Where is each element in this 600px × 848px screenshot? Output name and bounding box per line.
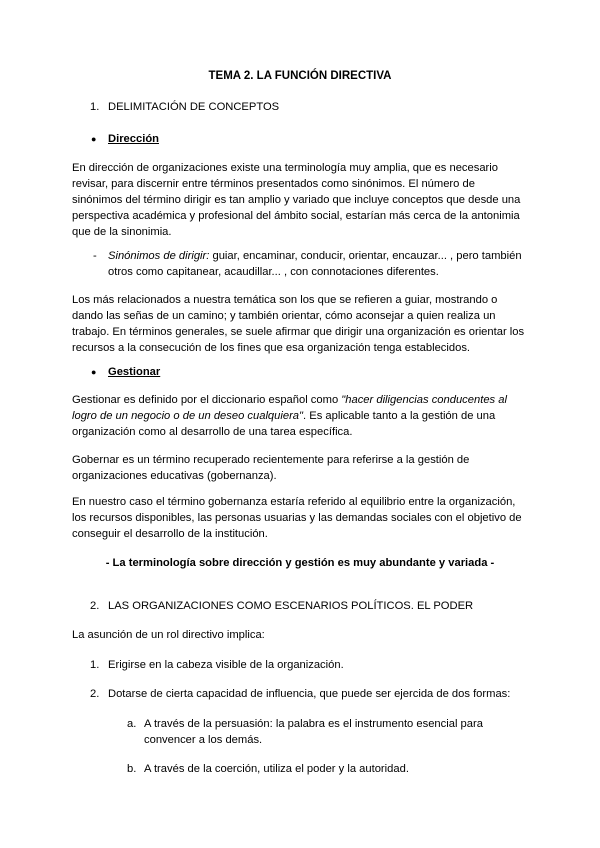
sublist-item-text: A través de la coerción, utiliza el poder y la autoridad. [144,763,409,775]
gestionar-heading: Gestionar [108,366,161,378]
synonyms-label: Sinónimos de dirigir: [108,250,210,262]
list-item-number: 1. [90,659,100,671]
bullet-icon: ● [91,367,97,377]
gestionar-p1-start: Gestionar es definido por el diccionario español como [72,394,342,406]
section-2-heading: LAS ORGANIZACIONES COMO ESCENARIOS POLÍTICOS. EL PODER [108,600,474,612]
synonyms-text: guiar, encaminar, conducir, orientar, encauzar... , pero también otros como capitanear, acaudillar... , con connotaciones diferentes. [108,250,522,278]
section-1-number: 1. [90,101,100,113]
sublist-item-letter: a. [127,718,137,730]
direccion-paragraph-1: En dirección de organizaciones existe una terminología muy amplia, que es necesario revisar, para discernir entre términos presentados como sinónimos. El número de sinónimos del término dirigir es tan amplio y variado que incluye conceptos que desde una perspectiva académica y profesional del ámbito social, estarían más cerca de la antonimia que de la sinonimia. [72,162,521,238]
sublist-item-text: A través de la persuasión: la palabra es el instrumento esencial para convencer a los demás. [144,718,483,746]
direccion-heading: Dirección [108,133,159,145]
list-item-text: Erigirse en la cabeza visible de la organización. [108,659,344,671]
gestionar-paragraph-2: Gobernar es un término recuperado recientemente para referirse a la gestión de organizaciones educativas (gobernanza). [72,454,470,482]
terminology-conclusion: - La terminología sobre dirección y gestión es muy abundante y variada - [105,557,495,569]
synonyms-dash: - [93,250,97,262]
document-title: TEMA 2. LA FUNCIÓN DIRECTIVA [208,70,392,82]
gestionar-p1-end: . Es aplicable tanto a la gestión de una organización como al desarrollo de una tarea específica. [72,410,496,438]
gestionar-paragraph-1 [72,392,528,440]
section-1-heading: DELIMITACIÓN DE CONCEPTOS [108,101,280,113]
section-2-intro: La asunción de un rol directivo implica: [72,629,265,641]
bullet-icon: ● [91,134,97,144]
direccion-paragraph-2: Los más relacionados a nuestra temática son los que se refieren a guiar, mostrando o dando las señas de un camino; y también orientar, cómo aconsejar a quien realiza un trabajo. En términos generales, se suele afirmar que dirigir una organización es orientar los recursos a la consecución de los fines que esa organización tenga establecidos. [72,294,525,354]
dictionary-quote: "hacer diligencias conducentes al logro de un negocio o de un deseo cualquiera" [72,394,507,422]
list-item-number: 2. [90,688,100,700]
list-item-text: Dotarse de cierta capacidad de influencia, que puede ser ejercida de dos formas: [108,688,511,700]
synonyms-item [108,248,528,280]
sublist-item-letter: b. [127,763,137,775]
section-2-number: 2. [90,600,100,612]
gestionar-paragraph-3: En nuestro caso el término gobernanza estaría referido al equilibrio entre la organización, los recursos disponibles, las personas usuarias y las demandas sociales con el objetivo de conseguir el desarrollo de la institución. [72,496,522,540]
